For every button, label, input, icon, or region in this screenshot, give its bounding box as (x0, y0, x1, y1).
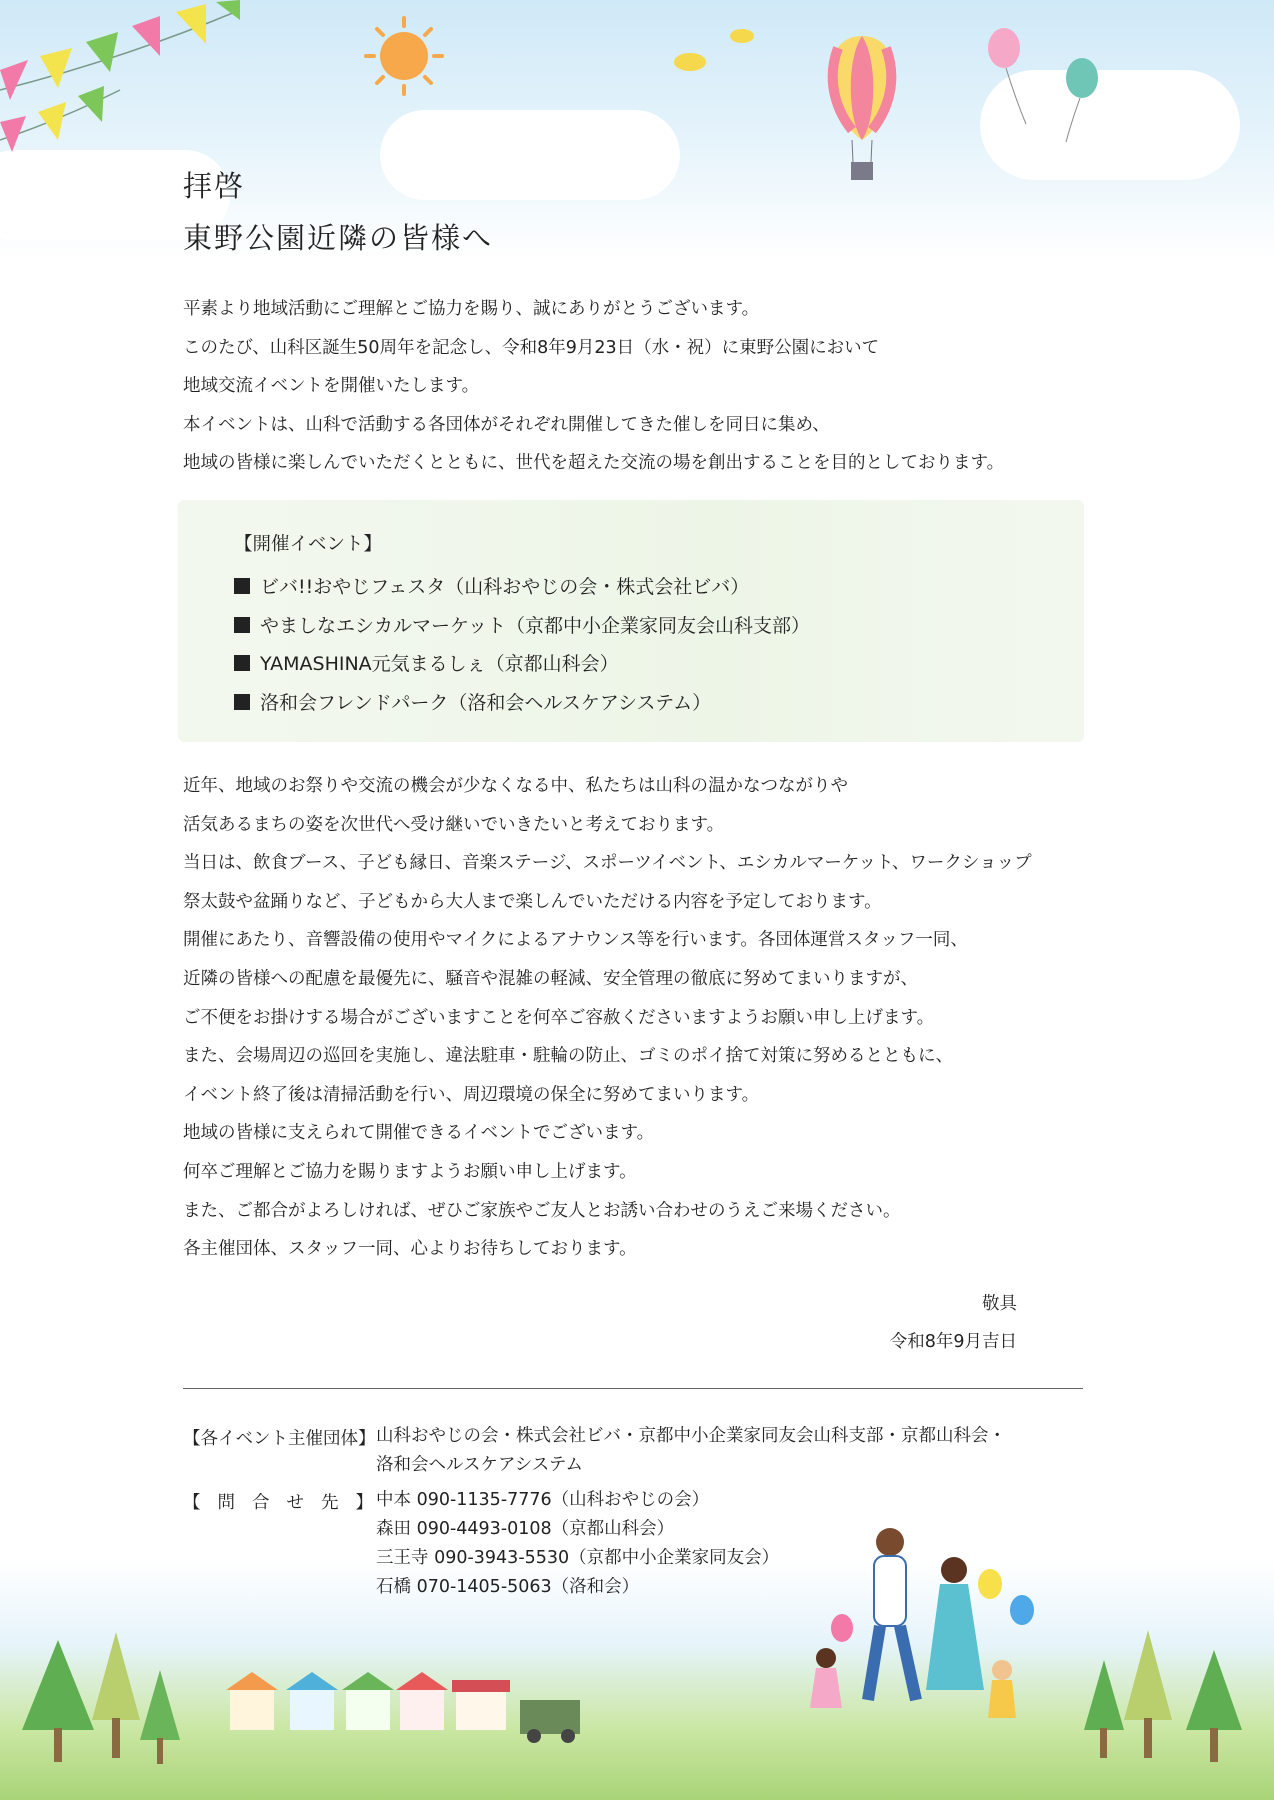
body-line: ご不便をお掛けする場合がございますことを何卒ご容赦くださいますようお願い申し上げます。 (183, 1007, 935, 1028)
event-item (234, 684, 810, 723)
events-heading: 【開催イベント】 (234, 534, 383, 555)
square-bullet-icon (234, 617, 250, 633)
body-line: また、会場周辺の巡回を実施し、違法駐車・駐輪の防止、ゴミのポイ捨て対策に努めるとともに、 (183, 1046, 953, 1067)
body-line: 祭太鼓や盆踊りなど、子どもから大人まで楽しんでいただける内容を予定しております。 (183, 891, 882, 912)
addressee: 東野公園近隣の皆様へ (183, 221, 494, 255)
events-list (234, 568, 810, 722)
contacts-label: 【問合せ先】 (183, 1493, 390, 1513)
body-line: 地域の皆様に支えられて開催できるイベントでございます。 (183, 1123, 655, 1144)
square-bullet-icon (234, 694, 250, 710)
square-bullet-icon (234, 655, 250, 671)
body-paragraph (183, 767, 1083, 1269)
contact-line: 三王寺 090-3943-5530（京都中小企業家同友会） (376, 1548, 780, 1568)
events-box (178, 500, 1084, 742)
sign-off: 敬具 (982, 1294, 1017, 1314)
event-label: ビバ!!おやじフェスタ（山科おやじの会・株式会社ビバ） (260, 576, 750, 598)
body-line: 活気あるまちの姿を次世代へ受け継いでいきたいと考えております。 (183, 814, 725, 835)
organizers-line: 洛和会ヘルスケアシステム (376, 1455, 584, 1475)
greeting: 拝啓 (183, 169, 246, 203)
event-label: やましなエシカルマーケット（京都中小企業家同友会山科支部） (260, 614, 811, 637)
body-line: また、ご都合がよろしければ、ぜひご家族やご友人とお誘い合わせのうえご来場ください。 (183, 1200, 901, 1221)
intro-paragraph (183, 290, 1083, 483)
body-line: 何卒ご理解とご協力を賜りますようお願い申し上げます。 (183, 1161, 637, 1182)
event-label: 洛和会フレンドパーク（洛和会ヘルスケアシステム） (260, 691, 712, 714)
body-line: イベント終了後は清掃活動を行い、周辺環境の保全に努めてまいります。 (183, 1084, 760, 1105)
event-item (234, 607, 810, 646)
organizers-label: 【各イベント主催団体】 (183, 1429, 376, 1449)
intro-line: 平素より地域活動にご理解とご協力を賜り、誠にありがとうございます。 (183, 299, 760, 319)
square-bullet-icon (234, 578, 250, 594)
contact-line: 森田 090-4493-0108（京都山科会） (376, 1519, 675, 1539)
contact-line: 中本 090-1135-7776（山科おやじの会） (376, 1490, 710, 1510)
body-line: 近年、地域のお祭りや交流の機会が少なくなる中、私たちは山科の温かなつながりや (183, 776, 848, 796)
intro-line: 地域交流イベントを開催いたします。 (183, 376, 480, 397)
body-line: 各主催団体、スタッフ一同、心よりお待ちしております。 (183, 1239, 637, 1260)
contact-line: 石橋 070-1405-5063（洛和会） (376, 1577, 640, 1597)
event-label: YAMASHINA元気まるしぇ（京都山科会） (260, 653, 619, 675)
intro-line: 地域の皆様に楽しんでいただくとともに、世代を超えた交流の場を創出することを目的としております。 (183, 453, 1005, 474)
letter-date: 令和8年9月吉日 (889, 1332, 1017, 1352)
body-line: 当日は、飲食ブース、子ども縁日、音楽ステージ、スポーツイベント、エシカルマーケット、ワークショップ (183, 853, 1032, 874)
intro-line: このたび、山科区誕生50周年を記念し、令和8年9月23日（水・祝）に東野公園において (183, 337, 880, 358)
divider (183, 1388, 1083, 1389)
organizers-line: 山科おやじの会・株式会社ビバ・京都中小企業家同友会山科支部・京都山科会・ (376, 1426, 1006, 1446)
contacts-list (376, 1486, 779, 1602)
event-item (234, 645, 810, 684)
body-line: 開催にあたり、音響設備の使用やマイクによるアナウンス等を行います。各団体運営スタッフ一同、 (183, 930, 968, 951)
organizers-list (376, 1422, 1006, 1480)
body-line: 近隣の皆様への配慮を最優先に、騒音や混雑の軽減、安全管理の徹底に努めてまいりますが、 (183, 968, 918, 989)
event-item (234, 568, 810, 607)
intro-line: 本イベントは、山科で活動する各団体がそれぞれ開催してきた催しを同日に集め、 (183, 414, 830, 435)
